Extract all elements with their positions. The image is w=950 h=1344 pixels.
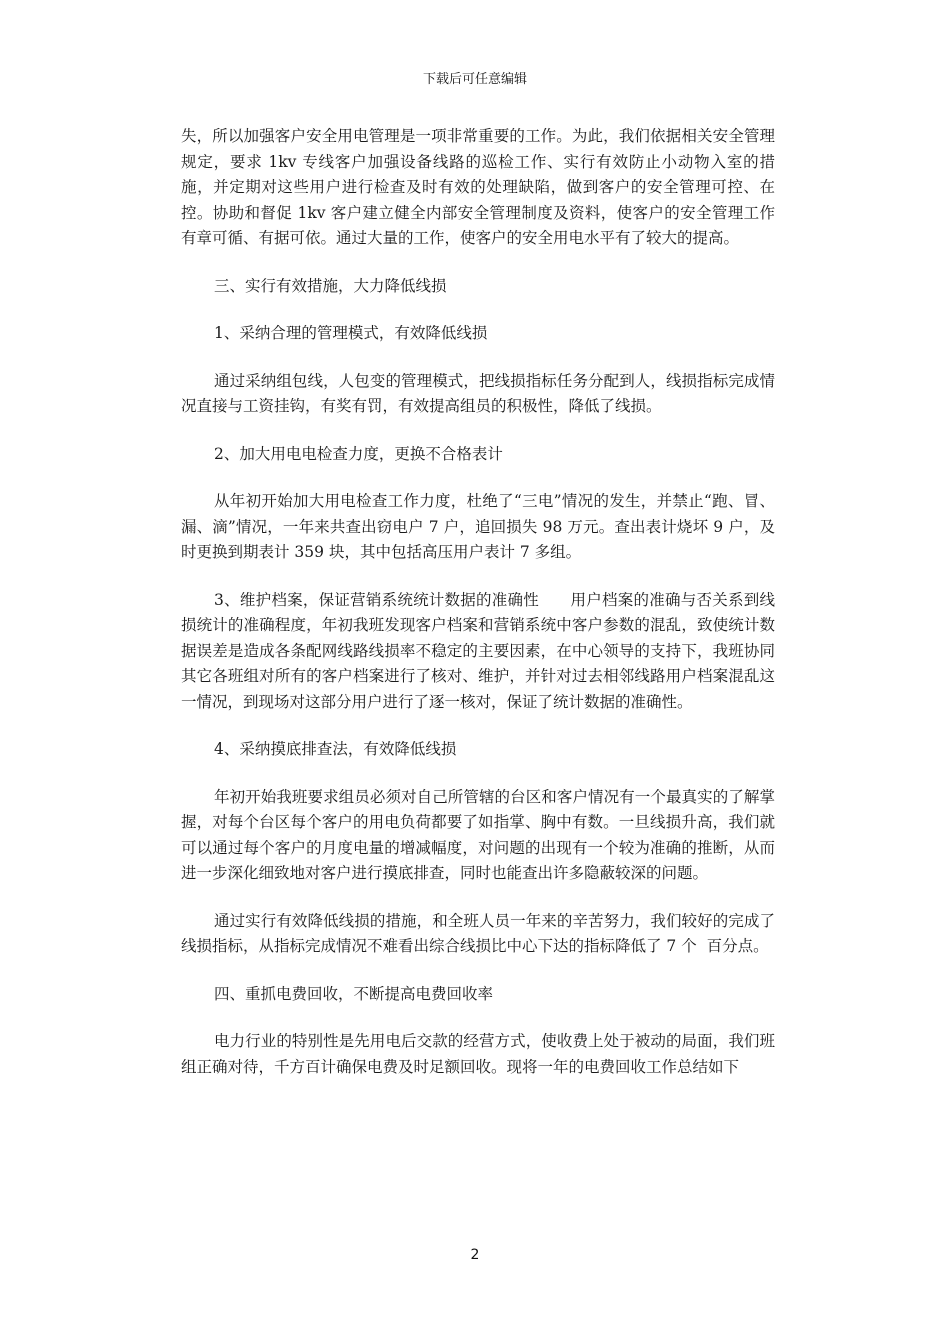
document-body [181,124,775,1102]
body-paragraph: 3、维护档案，保证营销系统统计数据的准确性 用户档案的准确与否关系到线损统计的准确程度，年初我班发现客户档案和营销系统中客户参数的混乱，致使统计数据误差是造成各条配网线路线损率不稳定的主要因素，在中心领导的支持下，我班协同其它各班组对所有的客户档案进行了核对、维护，并针对过去相邻线路用户档案混乱这一情况，到现场对这部分用户进行了逐一核对，保证了统计数据的准确性。 [181,590,775,711]
body-paragraph: 失，所以加强客户安全用电管理是一项非常重要的工作。为此，我们依据相关安全管理规定，要求 1kv 专线客户加强设备线路的巡检工作、实行有效防止小动物入室的措施，并定期对这些用户进行检查及时有效的处理缺陷，做到客户的安全管理可控、在控。协助和督促 1kv 客户建立健全内部安全管理制度及资料，使客户的安全管理工作有章可循、有据可依。通过大量的工作，使客户的安全用电水平有了较大的提高。 [181,127,775,247]
body-paragraph: 通过采纳组包线，人包变的管理模式，把线损指标任务分配到人，线损指标完成情况直接与工资挂钩，有奖有罚，有效提高组员的积极性，降低了线损。 [181,371,775,415]
body-paragraph: 通过实行有效降低线损的措施，和全班人员一年来的辛苦努力，我们较好的完成了线损指标，从指标完成情况不难看出综合线损比中心下达的指标降低了 7 个 百分点。 [181,911,775,955]
body-paragraph: 从年初开始加大用电检查工作力度，杜绝了“三电”情况的发生，并禁止“跑、冒、漏、滴”情况，一年来共查出窃电户 7 户，追回损失 98 万元。查出表计烧坏 9 户，及时更换到期表计 359 块，其中包括高压用户表计 7 多组。 [181,492,775,561]
section-heading: 四、重抓电费回收，不断提高电费回收率 [214,984,494,1003]
body-paragraph: 年初开始我班要求组员必须对自己所管辖的台区和客户情况有一个最真实的了解掌握，对每个台区每个客户的用电负荷都要了如指掌、胸中有数。一旦线损升高，我们就可以通过每个客户的月度电量的增减幅度，对问题的出现有一个较为准确的推断，从而进一步深化细致地对客户进行摸底排查，同时也能查出许多隐蔽较深的问题。 [181,787,775,882]
page-header: 下载后可任意编辑 [422,72,527,87]
section-heading: 4、采纳摸底排查法，有效降低线损 [214,740,457,758]
section-heading: 1、采纳合理的管理模式，有效降低线损 [214,324,488,342]
section-heading: 2、加大用电电检查力度，更换不合格表计 [214,444,503,463]
page-number: 2 [470,1247,480,1263]
section-heading: 三、实行有效措施，大力降低线损 [214,276,447,295]
body-paragraph: 电力行业的特别性是先用电后交款的经营方式，使收费上处于被动的局面，我们班组正确对待，千方百计确保电费及时足额回收。现将一年的电费回收工作总结如下 [181,1032,775,1076]
